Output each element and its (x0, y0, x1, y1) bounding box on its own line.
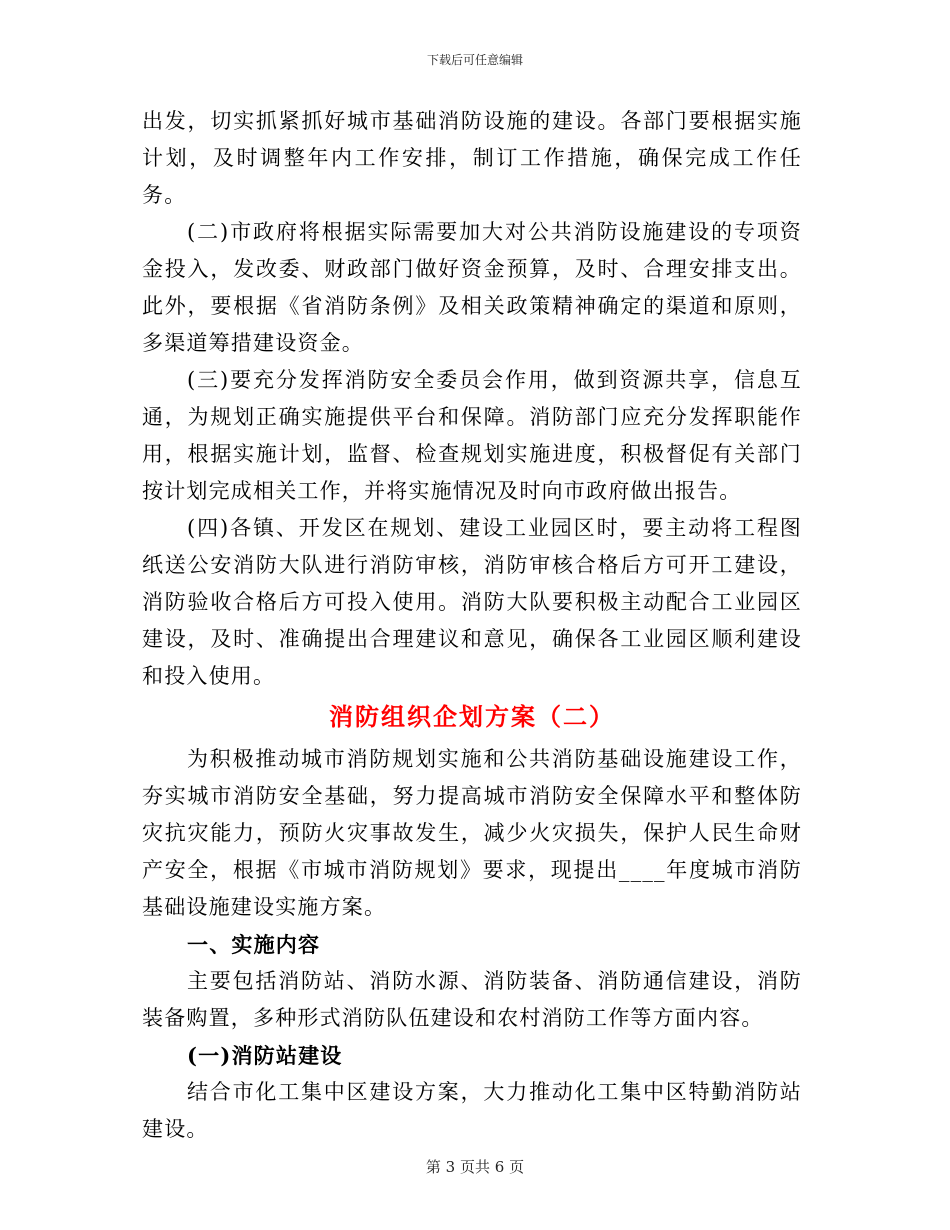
section-heading: 一、实施内容 (187, 932, 321, 957)
document-title: 消防组织企划方案（二） (329, 702, 615, 731)
subsection-body-paragraph: 结合市化工集中区建设方案，大力推动化工集中区特勤消防站建设。 (142, 1080, 802, 1141)
body-paragraph-item-4: (四)各镇、开发区在规划、建设工业园区时，要主动将工程图纸送公安消防大队进行消防审核，消防审核合格后方可开工建设，消防验收合格后方可投入使用。消防大队要积极主动配合工业园区建设，及时、准确提出合理建议和意见，确保各工业园区顺利建设和投入使用。 (142, 516, 802, 688)
page-number-footer: 第 3 页共 6 页 (425, 1158, 525, 1176)
body-paragraph-continuation: 出发，切实抓紧抓好城市基础消防设施的建设。各部门要根据实施计划，及时调整年内工作安排，制订工作措施，确保完成工作任务。 (142, 109, 802, 207)
body-paragraph-item-2: (二)市政府将根据实际需要加大对公共消防设施建设的专项资金投入，发改委、财政部门做好资金预算，及时、合理安排支出。此外，要根据《省消防条例》及相关政策精神确定的渠道和原则，多渠道筹措建设资金。 (142, 220, 802, 355)
subsection-heading: (一)消防站建设 (187, 1043, 343, 1068)
document-body (142, 103, 802, 1148)
intro-paragraph: 为积极推动城市消防规划实施和公共消防基础设施建设工作，夯实城市消防安全基础，努力提高城市消防安全保障水平和整体防灾抗灾能力，预防火灾事故发生，减少火灾损失，保护人民生命财产安全，根据《市城市消防规划》要求，现提出____年度城市消防基础设施建设实施方案。 (142, 747, 802, 919)
body-paragraph-item-3: (三)要充分发挥消防安全委员会作用，做到资源共享，信息互通，为规划正确实施提供平台和保障。消防部门应充分发挥职能作用，根据实施计划，监督、检查规划实施进度，积极督促有关部门按计划完成相关工作，并将实施情况及时向市政府做出报告。 (142, 368, 802, 503)
section-body-paragraph: 主要包括消防站、消防水源、消防装备、消防通信建设，消防装备购置，多种形式消防队伍建设和农村消防工作等方面内容。 (142, 969, 802, 1030)
page-header: 下载后可任意编辑 (426, 53, 523, 67)
